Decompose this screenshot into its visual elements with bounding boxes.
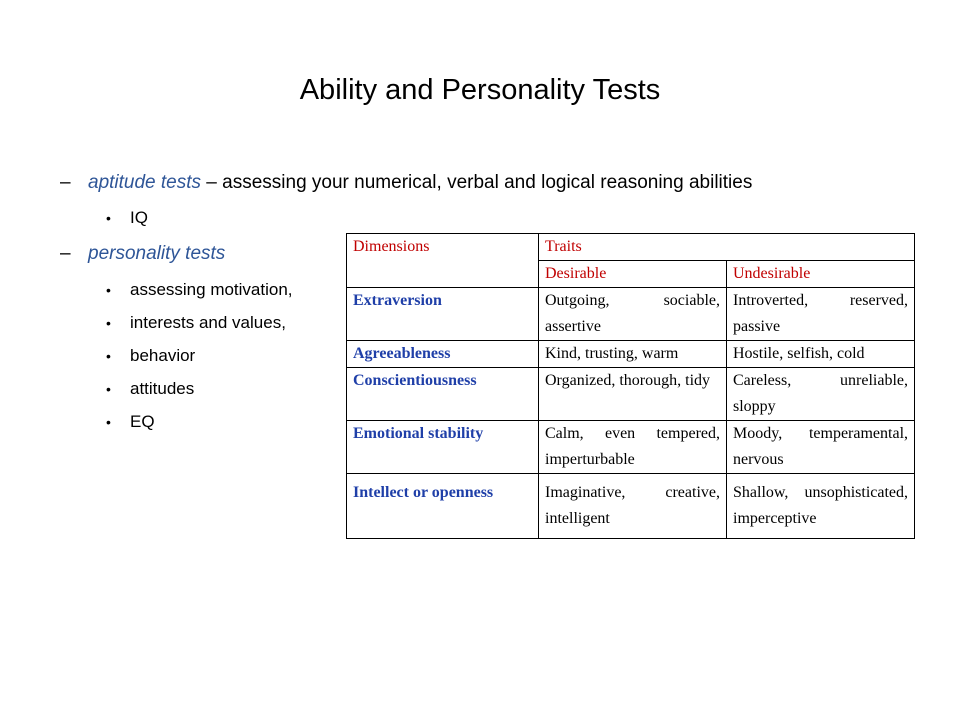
table-row (347, 341, 915, 368)
bullet-dot-icon: • (106, 348, 111, 364)
desirable-cell: Kind, trusting, warm (539, 341, 727, 368)
table-row (347, 421, 915, 474)
personality-traits-table (346, 233, 915, 539)
dimension-cell: Extraversion (347, 288, 539, 341)
undesirable-cell: Moody, temperamental, nervous (727, 421, 915, 474)
dimension-cell: Intellect or openness (347, 474, 539, 539)
undesirable-cell: Hostile, selfish, cold (727, 341, 915, 368)
table-row (347, 368, 915, 421)
aptitude-tests-description: – assessing your numerical, verbal and logical reasoning abilities (201, 172, 753, 193)
desirable-cell: Organized, thorough, tidy (539, 368, 727, 421)
undesirable-cell: Introverted, reserved, passive (727, 288, 915, 341)
sub-bullet-iq (106, 208, 148, 228)
dimension-cell: Conscientiousness (347, 368, 539, 421)
dimension-cell: Agreeableness (347, 341, 539, 368)
dash-marker: – (60, 172, 71, 193)
sub-bullet-text: assessing motivation, (130, 280, 293, 299)
desirable-cell: Calm, even tempered, imperturbable (539, 421, 727, 474)
undesirable-cell: Shallow, unsophisticated, imperceptive (727, 474, 915, 539)
bullet-dot-icon: • (106, 210, 111, 226)
desirable-cell: Outgoing, sociable, assertive (539, 288, 727, 341)
sub-bullet-text: interests and values, (130, 313, 286, 332)
sub-bullet-text: EQ (130, 412, 155, 431)
sub-bullet-interests (106, 313, 286, 333)
table-header-row (347, 234, 915, 261)
personality-tests-term: personality tests (88, 243, 226, 264)
sub-bullet-text: IQ (130, 208, 148, 227)
bullet-dot-icon: • (106, 315, 111, 331)
sub-bullet-text: attitudes (130, 379, 195, 398)
sub-bullet-attitudes (106, 379, 194, 399)
header-undesirable: Undesirable (727, 261, 915, 288)
undesirable-cell: Careless, unreliable, sloppy (727, 368, 915, 421)
bullet-personality-tests (60, 243, 225, 265)
header-dimensions: Dimensions (347, 234, 539, 288)
dash-marker: – (60, 243, 71, 264)
sub-bullet-text: behavior (130, 346, 196, 365)
sub-bullet-eq (106, 412, 155, 432)
slide-title: Ability and Personality Tests (299, 74, 661, 106)
table-row (347, 474, 915, 539)
sub-bullet-behavior (106, 346, 195, 366)
aptitude-tests-term: aptitude tests (88, 172, 202, 193)
bullet-aptitude-tests (60, 172, 752, 194)
table-row (347, 288, 915, 341)
desirable-cell: Imaginative, creative, intelligent (539, 474, 727, 539)
bullet-dot-icon: • (106, 414, 111, 430)
bullet-dot-icon: • (106, 381, 111, 397)
header-desirable: Desirable (539, 261, 727, 288)
header-traits: Traits (539, 234, 915, 261)
dimension-cell: Emotional stability (347, 421, 539, 474)
sub-bullet-motivation (106, 280, 293, 300)
bullet-dot-icon: • (106, 282, 111, 298)
